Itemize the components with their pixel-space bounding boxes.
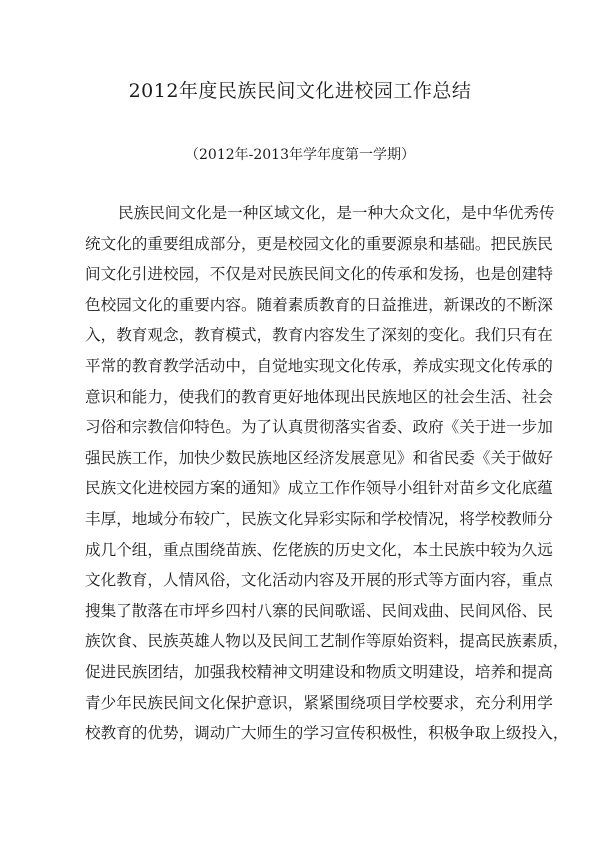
body-line: 族饮食、民族英雄人物以及民间工艺制作等原始资料，提高民族素质， <box>85 632 569 651</box>
body-line: 间文化引进校园，不仅是对民族民间文化的传承和发扬，也是创建特 <box>85 265 553 284</box>
body-line: 文化教育，人情风俗，文化活动内容及开展的形式等方面内容，重点 <box>85 571 553 590</box>
document-subtitle: （2012年-2013年学年度第一学期） <box>185 147 415 163</box>
body-line: 色校园文化的重要内容。随着素质教育的日益推进，新课改的不断深 <box>85 295 553 314</box>
body-line: 入，教育观念，教育模式，教育内容发生了深刻的变化。我们只有在 <box>85 326 553 345</box>
body-line: 校教育的优势，调动广大师生的学习宣传积极性，积极争取上级投入， <box>85 724 569 743</box>
body-line: 统文化的重要组成部分，更是校园文化的重要源泉和基础。把民族民 <box>85 234 553 253</box>
body-line: 搜集了散落在市坪乡四村八寨的民间歌谣、民间戏曲、民间风俗、民 <box>85 601 553 620</box>
body-line: 成几个组，重点围绕苗族、仡佬族的历史文化，本土民族中较为久远 <box>85 540 553 559</box>
body-line: 习俗和宗教信仰特色。为了认真贯彻落实省委、政府《关于进一步加 <box>85 418 553 437</box>
body-line: 青少年民族民间文化保护意识，紧紧围绕项目学校要求，充分利用学 <box>85 693 553 712</box>
body-line: 民族民间文化是一种区域文化，是一种大众文化，是中华优秀传 <box>118 204 555 222</box>
body-line: 平常的教育教学活动中，自觉地实现文化传承，养成实现文化传承的 <box>85 356 553 375</box>
body-line: 意识和能力，使我们的教育更好地体现出民族地区的社会生活、社会 <box>85 387 553 406</box>
body-line: 促进民族团结，加强我校精神文明建设和物质文明建设，培养和提高 <box>85 662 553 681</box>
document-title: 2012年度民族民间文化进校园工作总结 <box>128 80 472 102</box>
body-line: 民族文化进校园方案的通知》成立工作作领导小组针对苗乡文化底蕴 <box>85 479 553 498</box>
body-line: 强民族工作，加快少数民族地区经济发展意见》和省民委《关于做好 <box>85 448 553 467</box>
body-line: 丰厚，地域分布较广，民族文化异彩实际和学校情况，将学校教师分 <box>85 509 553 528</box>
document-body <box>85 198 569 749</box>
